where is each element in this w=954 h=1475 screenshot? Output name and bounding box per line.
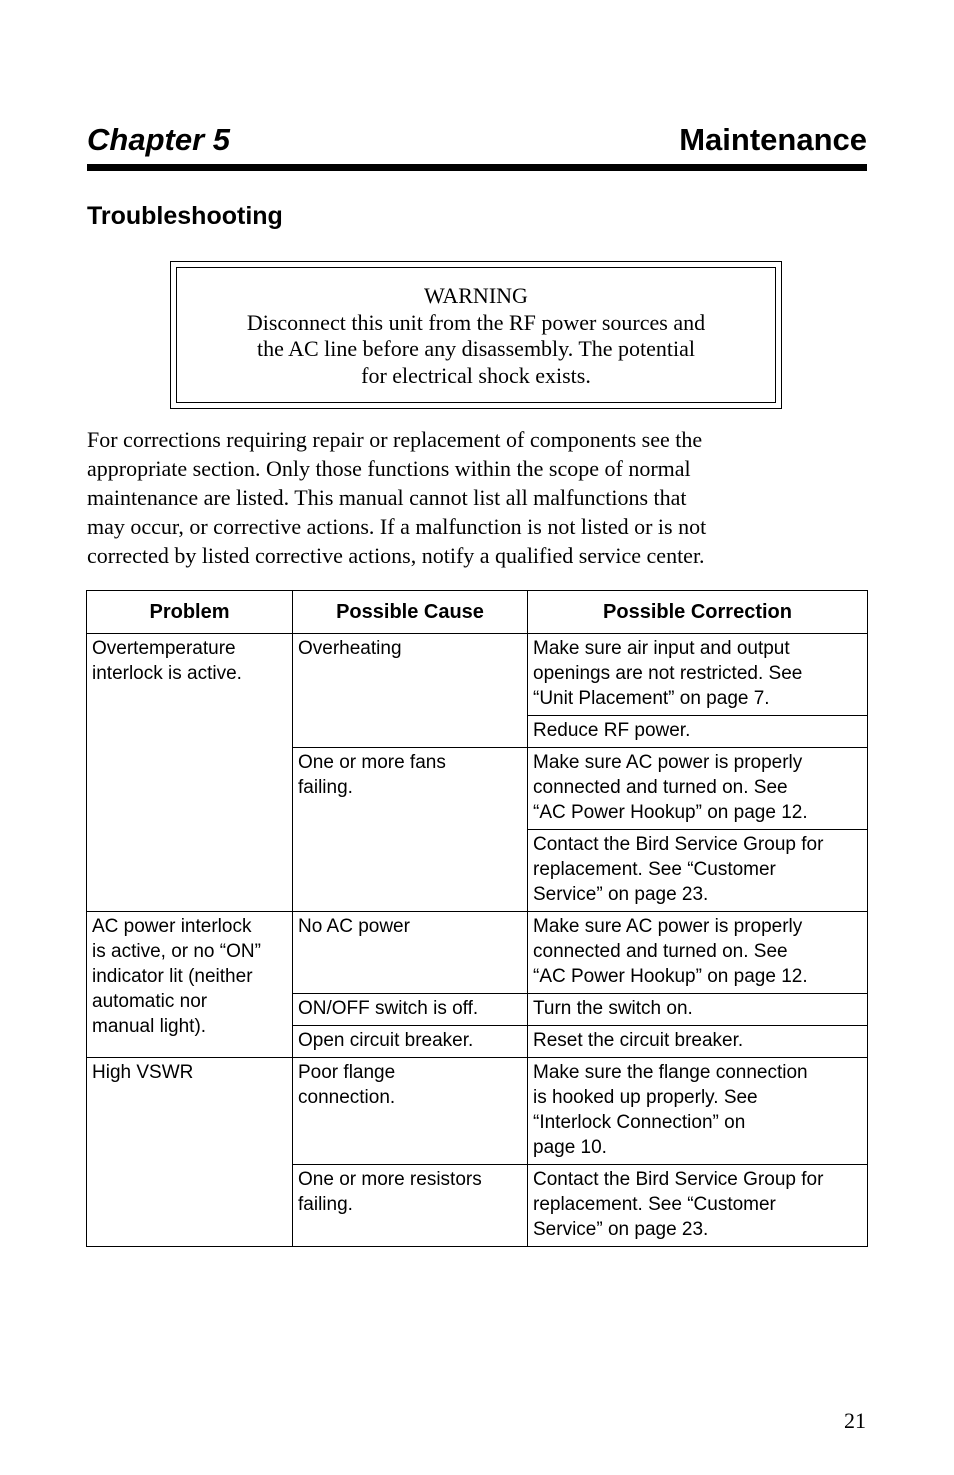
- cell-line: automatic nor: [92, 991, 208, 1012]
- cell-line: manual light).: [92, 1016, 207, 1037]
- correction-cell: [528, 748, 868, 830]
- table-row: [87, 912, 868, 994]
- correction-cell: [528, 830, 868, 912]
- cell-line: indicator lit (neither: [92, 966, 253, 987]
- cell-line: failing.: [298, 777, 353, 798]
- problem-cell: [87, 912, 293, 1058]
- cell-line: page 10.: [533, 1137, 607, 1158]
- table-header-row: [87, 591, 868, 634]
- cell-line: Turn the switch on.: [533, 998, 693, 1019]
- intro-line: appropriate section. Only those functions within the scope of normal: [87, 456, 691, 481]
- cell-line: Make sure the flange connection: [533, 1062, 808, 1083]
- cause-cell: [293, 1058, 528, 1165]
- cell-line: Make sure AC power is properly: [533, 752, 803, 773]
- cell-line: One or more resistors: [298, 1169, 482, 1190]
- warning-heading: WARNING: [424, 283, 528, 308]
- warning-line: the AC line before any disassembly. The potential: [256, 336, 696, 361]
- intro-line: maintenance are listed. This manual cannot list all malfunctions that: [87, 485, 687, 510]
- cell-line: Contact the Bird Service Group for: [533, 1169, 824, 1190]
- header-rule: [87, 164, 867, 171]
- correction-cell: [528, 994, 868, 1026]
- warning-inner-box: [176, 267, 776, 403]
- cell-line: One or more fans: [298, 752, 446, 773]
- cell-line: “AC Power Hookup” on page 12.: [533, 966, 808, 987]
- cell-line: Contact the Bird Service Group for: [533, 834, 824, 855]
- cell-line: openings are not restricted. See: [533, 663, 803, 684]
- problem-cell: [87, 634, 293, 912]
- cell-line: “Interlock Connection” on: [533, 1112, 746, 1133]
- cause-cell: [293, 912, 528, 994]
- correction-cell: [528, 634, 868, 716]
- chapter-title: Maintenance: [679, 122, 867, 157]
- cell-line: Reset the circuit breaker.: [533, 1030, 744, 1051]
- cell-line: replacement. See “Customer: [533, 1194, 776, 1215]
- intro-line: may occur, or corrective actions. If a malfunction is not listed or is not: [87, 514, 707, 539]
- intro-paragraph: [87, 425, 877, 570]
- section-title: Troubleshooting: [87, 202, 283, 230]
- cell-line: connected and turned on. See: [533, 777, 788, 798]
- cell-line: “Unit Placement” on page 7.: [533, 688, 770, 709]
- table-row: [87, 1058, 868, 1165]
- intro-line: corrected by listed corrective actions, notify a qualified service center.: [87, 543, 705, 568]
- correction-cell: [528, 1026, 868, 1058]
- cell-line: No AC power: [298, 916, 410, 937]
- problem-cell: [87, 1058, 293, 1247]
- warning-box: [170, 261, 782, 409]
- correction-cell: [528, 716, 868, 748]
- cell-line: AC power interlock: [92, 916, 252, 937]
- chapter-header: [87, 120, 867, 162]
- cause-cell: [293, 1165, 528, 1247]
- cell-line: Service” on page 23.: [533, 1219, 709, 1240]
- cause-cell: [293, 634, 528, 748]
- cell-line: Poor flange: [298, 1062, 396, 1083]
- cause-cell: [293, 994, 528, 1026]
- cell-line: Make sure air input and output: [533, 638, 790, 659]
- header-cause: Possible Cause: [293, 591, 528, 634]
- warning-line: Disconnect this unit from the RF power sources and: [246, 309, 706, 335]
- cell-line: Make sure AC power is properly: [533, 916, 803, 937]
- cell-line: is hooked up properly. See: [533, 1087, 758, 1108]
- page-number: 21: [844, 1408, 866, 1433]
- cell-line: Reduce RF power.: [533, 720, 691, 741]
- cell-line: “AC Power Hookup” on page 12.: [533, 802, 808, 823]
- cell-line: Service” on page 23.: [533, 884, 709, 905]
- correction-cell: [528, 1165, 868, 1247]
- cell-line: Open circuit breaker.: [298, 1030, 474, 1051]
- cell-line: High VSWR: [92, 1062, 194, 1083]
- correction-cell: [528, 912, 868, 994]
- troubleshooting-table: [86, 590, 868, 1247]
- cell-line: connected and turned on. See: [533, 941, 788, 962]
- chapter-number: Chapter 5: [87, 122, 230, 157]
- cell-line: Overtemperature: [92, 638, 236, 659]
- cell-line: is active, or no “ON”: [92, 941, 261, 962]
- table-row: [87, 634, 868, 716]
- correction-cell: [528, 1058, 868, 1165]
- cell-line: interlock is active.: [92, 663, 242, 684]
- cell-line: connection.: [298, 1087, 396, 1108]
- cell-line: failing.: [298, 1194, 353, 1215]
- cell-line: ON/OFF switch is off.: [298, 998, 479, 1019]
- header-problem: Problem: [87, 591, 293, 634]
- cell-line: Overheating: [298, 638, 402, 659]
- cell-line: replacement. See “Customer: [533, 859, 776, 880]
- intro-line: For corrections requiring repair or replacement of components see the: [87, 427, 703, 452]
- warning-line: for electrical shock exists.: [361, 362, 591, 388]
- header-correction: Possible Correction: [528, 591, 868, 634]
- cause-cell: [293, 1026, 528, 1058]
- cause-cell: [293, 748, 528, 912]
